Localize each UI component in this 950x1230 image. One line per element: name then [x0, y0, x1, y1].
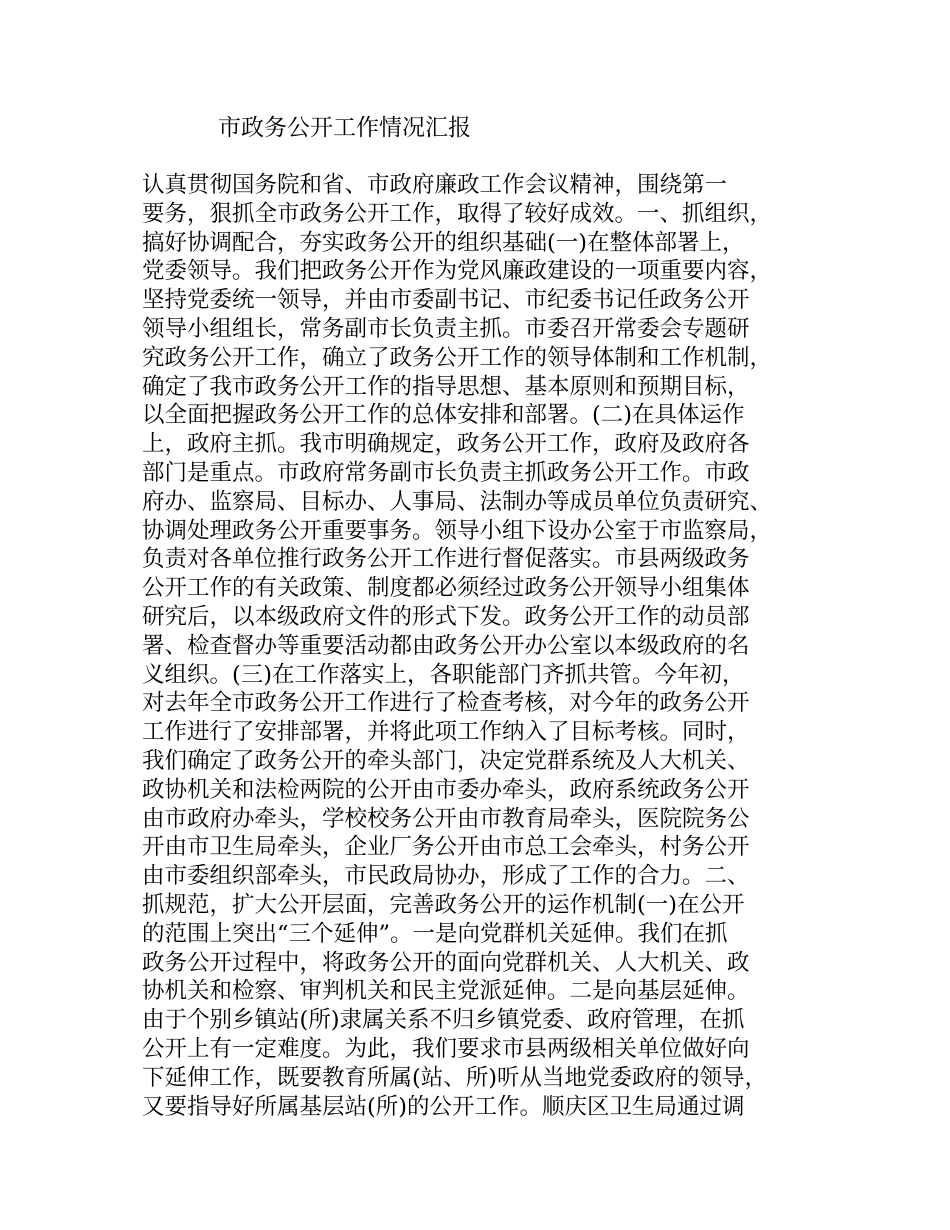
body-line: 协机关和检察、审判机关和民主党派延伸。二是向基层延伸。	[142, 978, 750, 1005]
body-line: 由市委组织部牵头，市民政局协办，形成了工作的合力。二、	[142, 863, 750, 890]
body-line: 要务，狠抓全市政务公开工作，取得了较好成效。一、抓组织，	[142, 200, 773, 227]
body-line: 搞好协调配合，夯实政务公开的组织基础(一)在整体部署上，	[142, 229, 745, 256]
body-line: 又要指导好所属基层站(所)的公开工作。顺庆区卫生局通过调	[142, 1093, 745, 1120]
body-line: 我们确定了政务公开的牵头部门，决定党群系统及人大机关、	[142, 747, 750, 774]
body-line: 工作进行了安排部署，并将此项工作纳入了目标考核。同时，	[142, 719, 750, 746]
body-line: 认真贯彻国务院和省、市政府廉政工作会议精神，围绕第一	[142, 172, 728, 198]
document-title: 市政务公开工作情况汇报	[218, 115, 471, 141]
body-line: 由市政府办牵头，学校校务公开由市教育局牵头，医院院务公	[142, 805, 750, 832]
body-line: 政协机关和法检两院的公开由市委办牵头，政府系统政务公开	[142, 776, 750, 803]
body-line: 确定了我市政务公开工作的指导思想、基本原则和预期目标，	[142, 373, 750, 400]
body-line: 上，政府主抓。我市明确规定，政务公开工作，政府及政府各	[142, 431, 750, 458]
body-line: 研究后，以本级政府文件的形式下发。政务公开工作的动员部	[142, 603, 750, 630]
body-line: 部门是重点。市政府常务副市长负责主抓政务公开工作。市政	[142, 459, 750, 486]
body-line: 府办、监察局、目标办、人事局、法制办等成员单位负责研究、	[142, 488, 773, 515]
body-line: 究政务公开工作，确立了政务公开工作的领导体制和工作机制，	[142, 344, 773, 371]
body-line: 公开上有一定难度。为此，我们要求市县两级相关单位做好向	[142, 1035, 750, 1062]
body-line: 公开工作的有关政策、制度都必须经过政务公开领导小组集体	[142, 575, 750, 602]
body-line: 党委领导。我们把政务公开作为党风廉政建设的一项重要内容，	[142, 258, 773, 285]
body-line: 以全面把握政务公开工作的总体安排和部署。(二)在具体运作	[142, 402, 745, 429]
body-line: 领导小组组长，常务副市长负责主抓。市委召开常委会专题研	[142, 315, 750, 342]
body-line: 的范围上突出“三个延伸”。一是向党群机关延伸。我们在抓	[142, 920, 728, 947]
body-line: 开由市卫生局牵头，企业厂务公开由市总工会牵头，村务公开	[142, 834, 750, 861]
body-line: 坚持党委统一领导，并由市委副书记、市纪委书记任政务公开	[142, 287, 750, 314]
body-line: 由于个别乡镇站(所)隶属关系不归乡镇党委、政府管理，在抓	[142, 1007, 745, 1034]
body-line: 对去年全市政务公开工作进行了检查考核，对今年的政务公开	[142, 690, 750, 717]
body-line: 协调处理政务公开重要事务。领导小组下设办公室于市监察局，	[142, 517, 773, 544]
document-body	[142, 171, 832, 1121]
body-line: 抓规范，扩大公开层面，完善政务公开的运作机制(一)在公开	[142, 891, 745, 918]
body-line: 署、检查督办等重要活动都由政务公开办公室以本级政府的名	[142, 632, 750, 659]
body-line: 下延伸工作，既要教育所属(站、所)听从当地党委政府的领导，	[142, 1064, 768, 1091]
body-line: 负责对各单位推行政务公开工作进行督促落实。市县两级政务	[142, 546, 750, 573]
body-line: 政务公开过程中，将政务公开的面向党群机关、人大机关、政	[142, 949, 750, 976]
body-line: 义组织。(三)在工作落实上，各职能部门齐抓共管。今年初，	[142, 661, 745, 688]
